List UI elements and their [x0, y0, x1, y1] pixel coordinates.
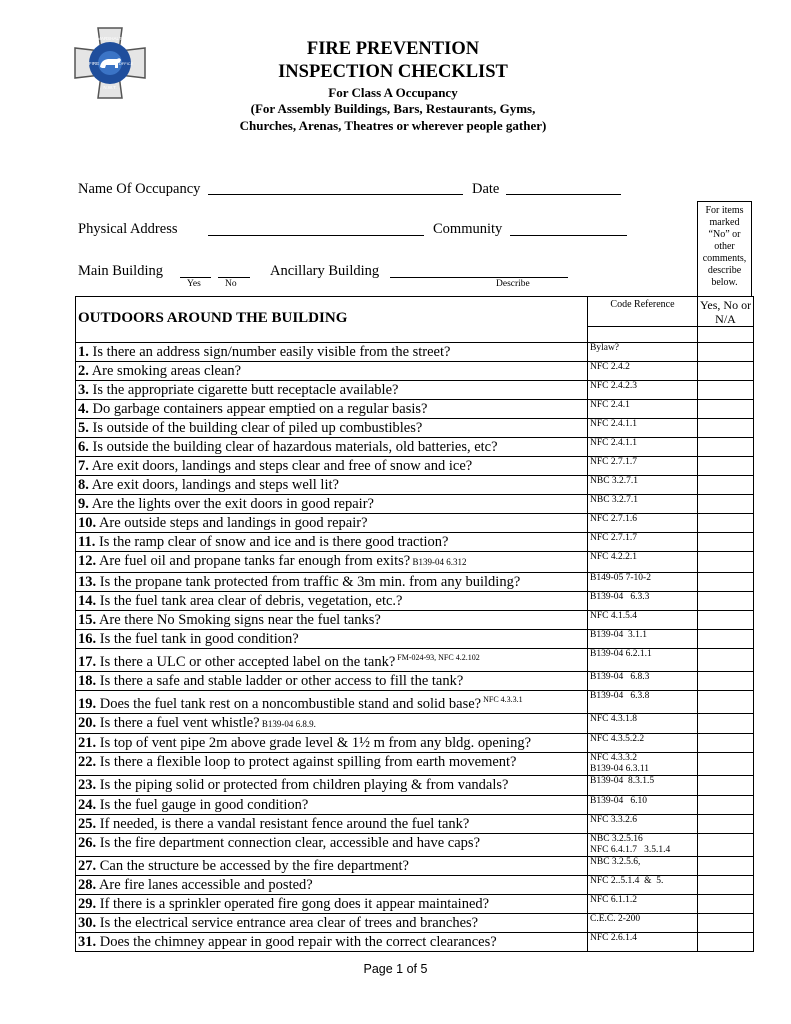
question-text: Is the fuel gauge in good condition?	[96, 796, 309, 813]
question-number: 31.	[78, 933, 97, 950]
main-building-no-field[interactable]	[218, 264, 250, 278]
question-number: 20.	[78, 714, 97, 731]
table-header-row	[76, 297, 754, 327]
question-text: Is outside the building clear of hazardous materials, old batteries, etc?	[88, 439, 498, 455]
question-number: 26.	[78, 834, 97, 851]
code-reference-cell: NFC 2..5.1.4 & 5.	[588, 875, 698, 894]
table-row	[76, 343, 754, 362]
question-cell	[76, 592, 588, 611]
question-cell	[76, 495, 588, 514]
question-text: Are outside steps and landings in good repair?	[96, 515, 368, 531]
question-text: Is the propane tank protected from traffic & 3m min. from any building?	[96, 574, 521, 590]
question-text: Are the lights over the exit doors in good repair?	[88, 496, 374, 512]
question-cell	[76, 814, 588, 833]
question-number: 17.	[78, 653, 97, 670]
code-reference-cell: NBC 3.2.7.1	[588, 476, 698, 495]
table-row	[76, 913, 754, 932]
table-row	[76, 381, 754, 400]
question-number: 12.	[78, 553, 97, 569]
physical-address-label: Physical Address	[78, 221, 178, 237]
question-number: 23.	[78, 776, 97, 793]
answer-cell[interactable]	[698, 514, 754, 533]
answer-cell[interactable]	[698, 592, 754, 611]
question-cell	[76, 630, 588, 649]
inline-code-reference: B139-04 6.312	[410, 557, 467, 567]
question-number: 25.	[78, 815, 97, 832]
section-answer-cell	[698, 327, 754, 343]
question-number: 1.	[78, 344, 89, 360]
question-cell	[76, 932, 588, 951]
question-text: If needed, is there a vandal resistant fence around the fuel tank?	[96, 815, 470, 832]
physical-address-field[interactable]	[208, 222, 424, 236]
question-text: Is outside of the building clear of piled up combustibles?	[88, 420, 423, 436]
question-number: 15.	[78, 612, 97, 628]
code-reference-cell: NFC 3.3.2.6	[588, 814, 698, 833]
question-cell	[76, 533, 588, 552]
question-cell	[76, 795, 588, 814]
question-cell	[76, 833, 588, 856]
code-reference-cell: NFC 2.4.1.1	[588, 438, 698, 457]
answer-cell[interactable]	[698, 495, 754, 514]
table-row	[76, 419, 754, 438]
describe-sublabel: Describe	[496, 279, 530, 289]
code-reference-cell: C.E.C. 2-200	[588, 913, 698, 932]
question-text: Are fire lanes accessible and posted?	[96, 876, 313, 893]
code-reference-cell: B139-04 6.3.8	[588, 690, 698, 713]
question-text: Is the fuel tank area clear of debris, vegetation, etc.?	[96, 593, 403, 609]
question-cell	[76, 419, 588, 438]
code-reference-cell: NFC 2.4.1	[588, 400, 698, 419]
question-text: Is there a flexible loop to protect against spilling from earth movement?	[96, 753, 517, 770]
table-row	[76, 649, 754, 672]
code-reference-cell: NFC 2.6.1.4	[588, 932, 698, 951]
answer-cell[interactable]	[698, 932, 754, 951]
answer-cell[interactable]	[698, 457, 754, 476]
answer-cell[interactable]	[698, 343, 754, 362]
question-number: 21.	[78, 734, 97, 751]
code-reference-cell: NFC 2.7.1.7	[588, 533, 698, 552]
question-number: 28.	[78, 876, 97, 893]
question-number: 10.	[78, 515, 97, 531]
question-text: Is there a ULC or other accepted label on the tank?	[96, 653, 396, 670]
table-row	[76, 775, 754, 795]
question-text: Are exit doors, landings and steps clear and free of snow and ice?	[88, 458, 473, 474]
code-reference-cell: NFC 4.3.1.8	[588, 713, 698, 733]
question-cell	[76, 875, 588, 894]
checklist-table	[75, 296, 754, 952]
inline-code-reference: B139-04 6.8.9.	[259, 718, 316, 729]
title-line-1: FIRE PREVENTION	[306, 39, 480, 59]
question-text: Can the structure be accessed by the fire department?	[96, 857, 409, 874]
answer-cell[interactable]	[698, 690, 754, 713]
code-reference-cell: NFC 4.2.2.1	[588, 552, 698, 573]
question-number: 4.	[78, 401, 89, 417]
code-reference-cell: NFC 4.3.5.2.2	[588, 733, 698, 752]
question-cell	[76, 775, 588, 795]
table-row	[76, 438, 754, 457]
table-row	[76, 795, 754, 814]
question-text: Is there a safe and stable ladder or other access to fill the tank?	[96, 672, 464, 689]
answer-cell[interactable]	[698, 733, 754, 752]
table-row	[76, 592, 754, 611]
page-number: Page 1 of 5	[363, 962, 428, 976]
answer-cell[interactable]	[698, 671, 754, 690]
table-row	[76, 733, 754, 752]
question-number: 30.	[78, 914, 97, 931]
code-reference-cell: NBC 3.2.5.6,	[588, 856, 698, 875]
question-text: Are exit doors, landings and steps well lit?	[88, 477, 339, 493]
code-reference-cell: B149-05 7-10-2	[588, 573, 698, 592]
answer-cell[interactable]	[698, 476, 754, 495]
code-reference-cell: NFC 2.7.1.6	[588, 514, 698, 533]
answer-cell[interactable]	[698, 795, 754, 814]
fire-marshal-logo	[73, 26, 147, 100]
table-row	[76, 457, 754, 476]
answer-cell[interactable]	[698, 752, 754, 775]
code-reference-cell: B139-04 6.10	[588, 795, 698, 814]
question-number: 19.	[78, 695, 97, 712]
answer-cell[interactable]	[698, 419, 754, 438]
answer-cell[interactable]	[698, 552, 754, 573]
question-number: 13.	[78, 574, 97, 590]
question-cell	[76, 733, 588, 752]
answer-cell[interactable]	[698, 875, 754, 894]
answer-cell[interactable]	[698, 438, 754, 457]
table-row	[76, 611, 754, 630]
subtitle-line-1: For Class A Occupancy	[328, 85, 458, 100]
comments-note-box	[697, 201, 752, 297]
table-row	[76, 495, 754, 514]
code-reference-cell: NFC 2.4.2	[588, 362, 698, 381]
inline-code-reference: NFC 4.3.3.1	[481, 694, 523, 704]
date-label: Date	[472, 181, 500, 197]
question-number: 3.	[78, 382, 89, 398]
question-text: Is the electrical service entrance area clear of trees and branches?	[96, 914, 479, 931]
question-number: 16.	[78, 631, 97, 647]
question-number: 5.	[78, 420, 89, 436]
no-sublabel: No	[225, 279, 237, 289]
logo-text-right: OFFICE	[118, 61, 134, 66]
name-of-occupancy-label: Name Of Occupancy	[78, 181, 201, 197]
name-of-occupancy-field[interactable]	[208, 181, 463, 195]
question-number: 2.	[78, 363, 89, 379]
title-line-2: INSPECTION CHECKLIST	[278, 62, 508, 82]
question-number: 24.	[78, 796, 97, 813]
question-number: 27.	[78, 857, 97, 874]
logo-text-bottom: N.W.T.	[103, 85, 117, 90]
code-reference-cell: NBC 3.2.5.16 NFC 6.4.1.7 3.5.1.4	[588, 833, 698, 856]
answer-cell[interactable]	[698, 894, 754, 913]
logo-text-left: FIRE	[88, 61, 100, 66]
section-code-cell	[588, 327, 698, 343]
code-reference-header: Code Reference	[588, 297, 698, 327]
table-row	[76, 833, 754, 856]
question-cell	[76, 343, 588, 362]
subtitle-line-2: (For Assembly Buildings, Bars, Restaurants, Gyms,	[250, 101, 536, 116]
table-row	[76, 932, 754, 951]
table-row	[76, 362, 754, 381]
answer-cell[interactable]	[698, 775, 754, 795]
date-field[interactable]	[506, 181, 621, 195]
table-row	[76, 476, 754, 495]
inline-code-reference: FM-024-93, NFC 4.2.102	[395, 653, 480, 662]
code-reference-cell: NFC 2.4.1.1	[588, 419, 698, 438]
code-reference-cell: NFC 4.3.3.2 B139-04 6.3.11	[588, 752, 698, 775]
main-building-yes-field[interactable]	[180, 264, 211, 278]
table-row	[76, 671, 754, 690]
question-cell	[76, 514, 588, 533]
code-reference-cell: NFC 2.4.2.3	[588, 381, 698, 400]
question-cell	[76, 713, 588, 733]
answer-cell[interactable]	[698, 381, 754, 400]
question-cell	[76, 690, 588, 713]
yes-sublabel: Yes	[187, 279, 201, 289]
question-text: Does the fuel tank rest on a noncombustible stand and solid base?	[96, 695, 482, 712]
table-row	[76, 752, 754, 775]
answer-cell[interactable]	[698, 362, 754, 381]
table-row	[76, 533, 754, 552]
question-number: 29.	[78, 895, 97, 912]
code-reference-cell: NFC 2.7.1.7	[588, 457, 698, 476]
table-row	[76, 690, 754, 713]
question-text: Is top of vent pipe 2m above grade level & 1½ m from any bldg. opening?	[96, 734, 532, 751]
answer-cell[interactable]	[698, 573, 754, 592]
table-row	[76, 573, 754, 592]
answer-cell[interactable]	[698, 833, 754, 856]
question-number: 11.	[78, 534, 96, 550]
question-cell	[76, 400, 588, 419]
question-text: Is the piping solid or protected from children playing & from vandals?	[96, 776, 509, 793]
question-cell	[76, 752, 588, 775]
table-row	[76, 856, 754, 875]
answer-cell[interactable]	[698, 400, 754, 419]
main-building-label: Main Building	[78, 263, 163, 279]
question-cell	[76, 362, 588, 381]
table-row	[76, 400, 754, 419]
question-cell	[76, 649, 588, 672]
question-cell	[76, 611, 588, 630]
code-reference-cell: B139-04 6.8.3	[588, 671, 698, 690]
question-number: 6.	[78, 439, 89, 455]
question-text: Is there an address sign/number easily visible from the street?	[88, 344, 451, 360]
question-number: 9.	[78, 496, 89, 512]
subtitle-line-3: Churches, Arenas, Theatres or wherever people gather)	[239, 118, 547, 133]
code-reference-cell: NFC 4.1.5.4	[588, 611, 698, 630]
answer-cell[interactable]	[698, 611, 754, 630]
question-text: Is the ramp clear of snow and ice and is there good traction?	[95, 534, 449, 550]
yes-no-na-header: Yes, No or N/A	[698, 297, 754, 327]
question-cell	[76, 438, 588, 457]
question-number: 14.	[78, 593, 97, 609]
table-row	[76, 514, 754, 533]
question-cell	[76, 573, 588, 592]
community-field[interactable]	[510, 222, 627, 236]
question-text: Is the fuel tank in good condition?	[96, 631, 299, 647]
question-text: Is the fire department connection clear, accessible and have caps?	[96, 834, 481, 851]
question-cell	[76, 552, 588, 573]
question-text: Are fuel oil and propane tanks far enough from exits?	[96, 553, 411, 569]
question-text: Are smoking areas clean?	[88, 363, 242, 379]
answer-cell[interactable]	[698, 649, 754, 672]
question-text: Is there a fuel vent whistle?	[96, 714, 260, 731]
table-row	[76, 552, 754, 573]
table-row	[76, 713, 754, 733]
code-reference-cell: NBC 3.2.7.1	[588, 495, 698, 514]
community-label: Community	[433, 221, 503, 237]
question-cell	[76, 913, 588, 932]
logo-text-top: MARSHAL'S	[97, 36, 123, 41]
question-text: Are there No Smoking signs near the fuel tanks?	[96, 612, 381, 628]
answer-cell[interactable]	[698, 630, 754, 649]
ancillary-building-label: Ancillary Building	[270, 263, 380, 279]
answer-cell[interactable]	[698, 713, 754, 733]
question-number: 18.	[78, 672, 97, 689]
question-cell	[76, 671, 588, 690]
table-row	[76, 894, 754, 913]
answer-cell[interactable]	[698, 856, 754, 875]
question-cell	[76, 856, 588, 875]
code-reference-cell: Bylaw?	[588, 343, 698, 362]
code-reference-cell: B139-04 8.3.1.5	[588, 775, 698, 795]
code-reference-cell: B139-04 6.3.3	[588, 592, 698, 611]
table-row	[76, 875, 754, 894]
question-number: 8.	[78, 477, 89, 493]
question-text: Do garbage containers appear emptied on a regular basis?	[88, 401, 428, 417]
table-row	[76, 630, 754, 649]
answer-cell[interactable]	[698, 913, 754, 932]
ancillary-building-field[interactable]	[390, 264, 568, 278]
question-number: 7.	[78, 458, 89, 474]
section-title: OUTDOORS AROUND THE BUILDING	[76, 297, 588, 343]
table-row	[76, 814, 754, 833]
code-reference-cell: B139-04 6.2.1.1	[588, 649, 698, 672]
code-reference-cell: NFC 6.1.1.2	[588, 894, 698, 913]
answer-cell[interactable]	[698, 533, 754, 552]
question-cell	[76, 457, 588, 476]
question-text: Does the chimney appear in good repair with the correct clearances?	[96, 933, 497, 950]
question-cell	[76, 381, 588, 400]
comments-note-text: For items marked “No” or other comments, describe below.	[702, 205, 747, 288]
question-number: 22.	[78, 753, 97, 770]
question-text: If there is a sprinkler operated fire gong does it appear maintained?	[96, 895, 490, 912]
question-cell	[76, 476, 588, 495]
answer-cell[interactable]	[698, 814, 754, 833]
code-reference-cell: B139-04 3.1.1	[588, 630, 698, 649]
question-cell	[76, 894, 588, 913]
question-text: Is the appropriate cigarette butt receptacle available?	[88, 382, 399, 398]
